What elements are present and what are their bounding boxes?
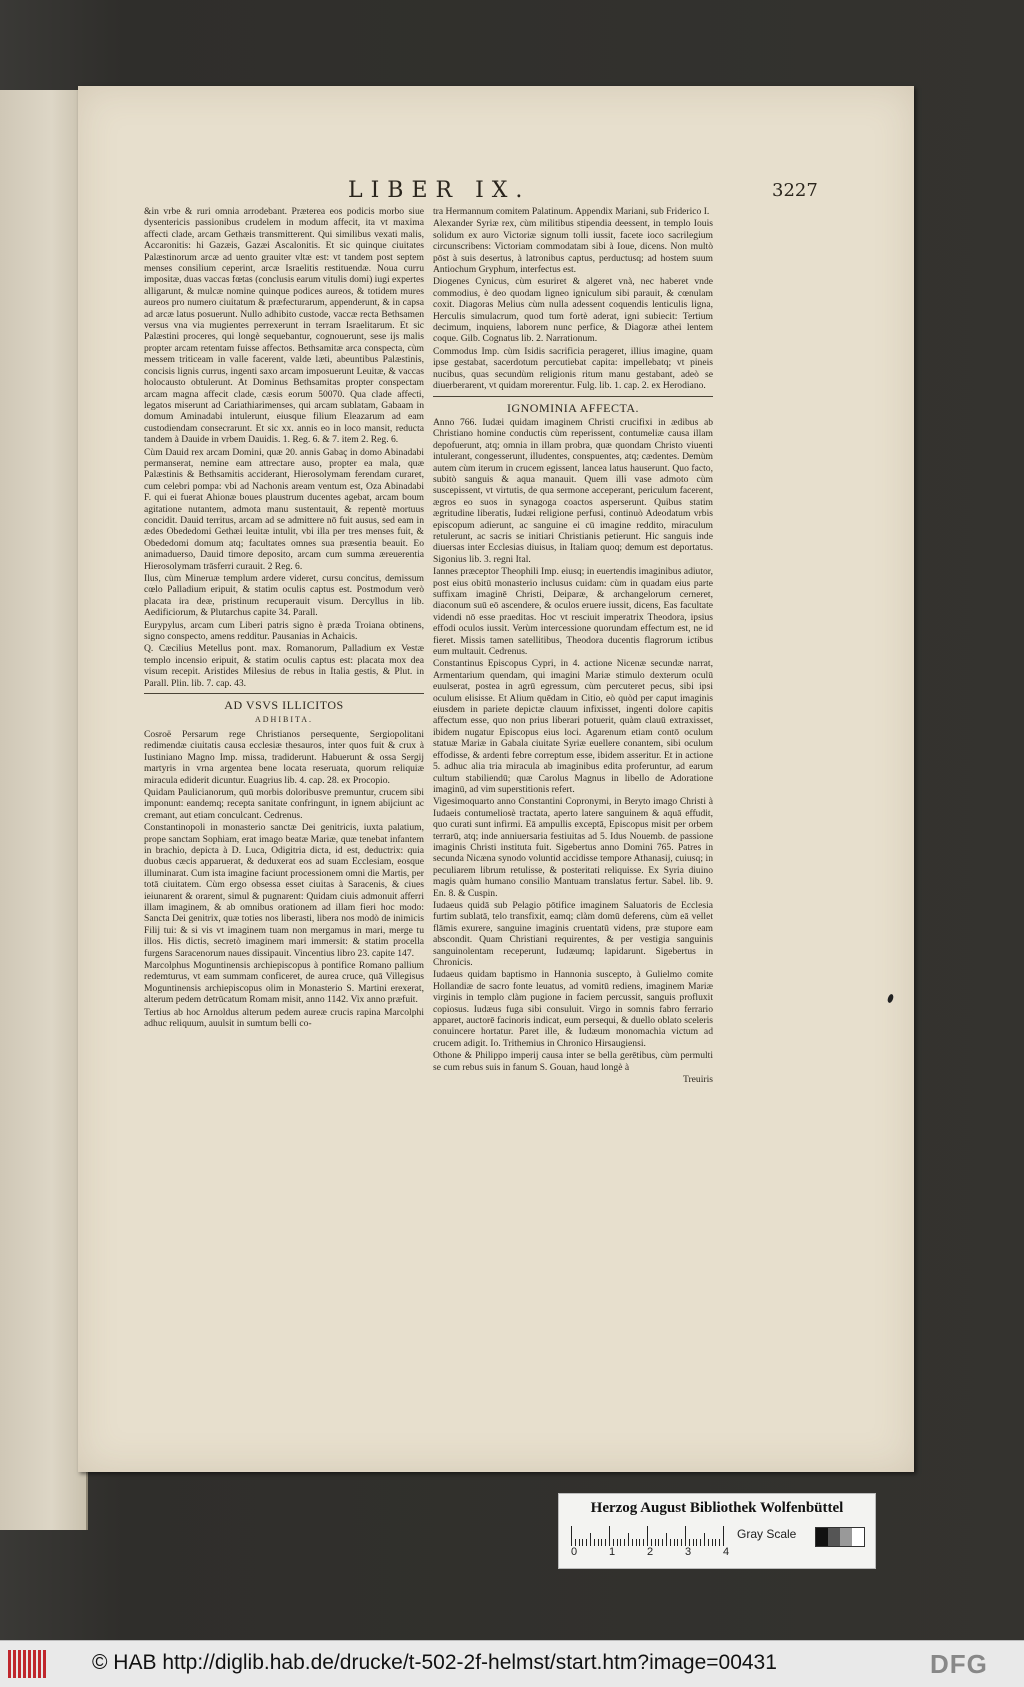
paragraph: Iudaeus quidā sub Pelagio pōtifice imaginem Saluatoris de Ecclesia furtim sublatā, telo transfixit, eamq; clàm domū deferens, cùm eā vellet flāmis exurere, sanguine imaginis cruentatū videns, præ stupore eam abscondit. Quam Christiani requirentes, & per vestigia sanguinis sanguinolentam receperunt, Iudæumq; lapidarunt. Sigebertus in Chronicis. (433, 899, 713, 968)
paragraph: Ilus, cùm Mineruæ templum ardere videret, cursu concitus, demissum cœlo Palladium eripuit, & statim oculis captus est. Postmodum verò placata ira deæ, pristinum recuperauit visum. Dercyllus in lib. Aedificiorum, & Plutarchus capite 34. Parall. (144, 573, 424, 619)
paragraph: &in vrbe & ruri omnia arrodebant. Præterea eos podicis morbo siue dysentericis passionibus crudelem in modum affecit, ita vt maxima affecti clade, arcam Gethæis transmitterent. Qui similibus vexati malis, Accaronitis: hi Gazæis, Gazæi Ascalonitis. Et sic quinque ciuitates Palæstinorum arcæ ad uento grauiter vltæ est: vt tandem post septem menses consilium ceperint, arcæ Israelitis restituendæ. Noua curru impositæ, duas vaccas fœtas (conclusis earum vitulis domi) iugi expertes alligarunt, & mulcæ nomine quinque podices aureos, & totidem mures aureos pro numero ciuitatum & præfecturarum, appenderunt, & in capsa ad arcæ latus posuerunt. Nullo adhibito custode, vaccæ recta Bethsamen versus vna via mugientes perrexerunt in terram Israelitarum. Et sic Palæstini proceres, qui longè sequebantur, cognouerunt, sese ijs malis propter arcam retentam fuisse affectos. Bethsamitæ arca conspecta, cùm messem triticeam in valle facerent, valde læti, abeuntibus Palæstinis, concisis lignis currus, ingenti saxo arcam imposuerunt Leuitæ, & vaccas holocausto obtulerunt. At Dominus Bethsamitas propter conspectam arcam magna affecit clade, cæsis eorum 50070. Qua clade affecti, legatos miserunt ad Cariathiarimenses, qui arcam sublatam, Gabaam in domum Aminadabi intulerunt, eiusque filium Eleazarum ad eam custodiendam consecrarunt. Et sic xx. annis eo in loco mansit, reducta tandem à Dauide in vrbem Dauidis. 1. Reg. 6. & 7. item 2. Reg. 6. (144, 206, 424, 446)
paragraph: tra Hermannum comitem Palatinum. Appendix Mariani, sub Friderico I. (433, 206, 710, 217)
hab-logo-icon (8, 1650, 48, 1678)
gray-step (816, 1528, 828, 1546)
ruler-tick (571, 1526, 572, 1546)
section-subheading: ADHIBITA. (254, 715, 314, 725)
ruler-tick (628, 1533, 629, 1546)
ruler-tick (651, 1539, 652, 1546)
ruler-number: 3 (685, 1546, 692, 1558)
footer-bar (0, 1640, 1024, 1687)
right-column (433, 206, 713, 1086)
ruler-tick (681, 1539, 682, 1546)
ruler-tick (685, 1526, 686, 1546)
paragraph: Commodus Imp. cùm Isidis sacrificia perageret, illius imagine, quam ipse gestabat, sacerdotum percutiebat capita: impellebatq; vt pineis nucibus, quas secundùm religionis ritum manu gestabant, adeò se diuerberarent, vt quidam morerentur. Fulg. lib. 1. cap. 2. ex Herodiano. (433, 345, 713, 392)
ruler-number: 4 (723, 1546, 730, 1558)
paragraph: Iannes præceptor Theophili Imp. eiusq; in euertendis imaginibus adiutor, post eius obitū monasterio inclusus cuidam: cùm in quadam eius parte suffixam imaginē Christi, Deiparæ, & archangelorum cerneret, diaconum suū eō ascendere, & oculos eruere iussit, dicens, Eas facultate videndi nō esse praeditas. Hoc vt resciuit imperatrix Theodora, ipsius effodi oculos iussit. Verùm intercessione quorundam effectum est, ne id fieret. Missis tamen satellitibus, Theodora ducentis flagrorum ictibus eum multauit. Cedrenus. (433, 566, 713, 658)
ruler-tick (666, 1533, 667, 1546)
ruler-tick (704, 1533, 705, 1546)
page-number: 3227 (772, 180, 818, 201)
paragraph: Eurypylus, arcam cum Liberi patris signo è præda Troiana obtinens, signo conspecto, amens redditur. Pausanias in Achaicis. (144, 619, 424, 643)
gray-scale-label: Gray Scale (737, 1527, 797, 1541)
ruler-tick (586, 1539, 587, 1546)
paragraph: Othone & Philippo imperij causa inter se bella gerētibus, cùm permulti se cum rebus suis in fanum S. Gouan, haud longè à (433, 1050, 713, 1073)
paragraph: Marcolphus Moguntinensis archiepiscopus à pontifice Romano pallium redemturus, vt eam summam conficeret, de aurea cruce, quā Villegisus Moguntinensis archiepiscopus olim in Monasterio S. Martini erexerat, alterum pedem detrūcatum Romam misit, anno 1142. Vix anno præfuit. (144, 960, 424, 1006)
ruler-tick (590, 1533, 591, 1546)
paragraph: Quidam Paulicianorum, quū morbis doloribusve premuntur, crucem sibi imponunt: eandemq; recepta sanitate confringunt, in ignem abijciunt ac cremant, aut etiam conculcant. Cedrenus. (144, 786, 424, 821)
ruler-number: 0 (571, 1546, 578, 1558)
ruler-tick (708, 1539, 709, 1546)
ruler-tick (643, 1539, 644, 1546)
ruler-scale (571, 1524, 731, 1546)
ruler-tick (613, 1539, 614, 1546)
ruler-tick (715, 1539, 716, 1546)
ruler-tick (617, 1539, 618, 1546)
ruler-tick (594, 1539, 595, 1546)
dfg-logo: DFG (930, 1649, 988, 1679)
ruler-tick (647, 1526, 648, 1546)
calibration-card (558, 1493, 876, 1569)
ruler-tick (636, 1539, 637, 1546)
paragraph: Cosroë Persarum rege Christianos persequente, Sergiopolitani redimendæ ciuitatis causa ecclesiæ thesauros, inter quos fuit & crux à Iustiniano Magno Imp. missa, tradiderunt. Habuerunt & ossa Sergij martyris in vrna argentea bene locata reseruata, quorum reliquiæ miracula ediderit dicuntur. Euagrius lib. 4. cap. 28. ex Procopio. (144, 728, 424, 786)
ruler-number: 1 (609, 1546, 616, 1558)
footer-url-link[interactable]: © HAB http://diglib.hab.de/drucke/t-502-2f-helmst/start.htm?image=00431 (92, 1651, 777, 1674)
ruler-tick (658, 1539, 659, 1546)
section-divider (433, 396, 713, 397)
ruler-tick (723, 1526, 724, 1546)
paragraph: Cùm Dauid rex arcam Domini, quæ 20. annis Gabaç in domo Abinadabi permanserat, nemine eam attrectare auso, propter ea mala, quæ Palæstinis & Bethsamitis acciderant, Hierosolymam ferendam curaret, cum celebri pompa: vbi ad Nachonis aream ventum est, Oza Abinadabi F. qui ei fuerat Ahionæ boues plaustrum ducentes agebat, arcam boum agitatione nutantem, admota manu sustentauit, & repentè mortuus concidit. Dauid territus, arcam ad se admittere nō fuit ausus, sed eam in ædes Obededomi Gethæi leuitæ intulit, vbi illa per tres menses fuit, & Obededomi domum atq; facultates omnes sua præsentia beauit. Eo animaduerso, Dauid timore deposito, arcam cum summa æreuerentia Hierosolymam trāsferri curauit. 2 Reg. 6. (144, 446, 424, 572)
ruler-tick (693, 1539, 694, 1546)
ruler-tick (655, 1539, 656, 1546)
paragraph: Constantinopoli in monasterio sanctæ Dei genitricis, iuxta palatium, prope sanctam Sophiam, erat imago beatæ Mariæ, quæ tenebat infantem in brachio, depicta à D. Luca, Odigitria dicta, id est, deductrix: quia duobus cæcis apparuerat, & deduxerat eos ad suam Ecclesiam, eosque illuminarat. Cum ista imagine faciunt processionem omni die Martis, per totā ciuitatem. Cùm ergo obsessa esset ciuitas à Saracenis, & ciues ieiunarent & orarent, simul & pugnarent: Quidam ciuis admonuit afferri illam imaginem, & ab omnibus orationem ad illam fieri hoc modo: Sancta Dei genitrix, quæ toties nos liberasti, libera nos modò de inimicis Filij tui: & si vis vt imaginem tuam non mergamus in mari, merge tu illos. His dictis, secretò imaginem mari immersit: & statim procella furgens Saracenorum naues dissipauit. Vincentius libro 23. capite 147. (144, 822, 424, 959)
paragraph: Anno 766. Iudæi quidam imaginem Christi crucifixi in ædibus ab Christiano homine conductis cùm reperissent, contumeliæ causa illam depofuerunt, atq; omnia in illam probra, quæ quondam Christo viuenti intulerant, congesserunt, illudentes, conspuentes, atq; cædentes. Demùm autem cùm iterum in crucem egissent, lancea latus hauserunt. Quo facto, subitò sanguis & aqua manauit. Quem illi vase admoto cùm suscepissent, vt virtutis, de qua sermone acceperant, periculum facerent, ægros eo suos in synagoga coactos asperserunt. Quibus statim ægritudine liberatis, Iudæi religione perfusi, continuò Adeodatum vrbis episcopum adierunt, ac sanguine ei cū imagine reddito, miraculum retulerunt, ac sacris se initiari Christianis petierunt. Hic sanguis inde diuersas inter Ecclesias diuisus, in Italiam quoq; demum est deportatus. Sigonius lib. 3. regni Ital. (433, 416, 713, 565)
gray-step (828, 1528, 840, 1546)
ruler-tick (670, 1539, 671, 1546)
paragraph: Tertius ab hoc Arnoldus alterum pedem aureæ crucis rapina Marcolphi adhuc reliquum, auulsit in sumtum belli co- (144, 1006, 424, 1030)
ruler-tick (598, 1539, 599, 1546)
ruler-tick (689, 1539, 690, 1546)
ruler-tick (712, 1539, 713, 1546)
ruler-tick (601, 1539, 602, 1546)
paragraph: Iudaeus quidam baptismo in Hannonia suscepto, à Gulielmo comite Hollandiæ de sacro fonte leuatus, ad vomitū rediens, imaginem Mariæ virginis in templo clàm pugione in faciem percussit, sanguis profluxit copiosus. Iudæus fuga sibi consuluit. Virgo in somnis fabro ferrario apparet, auctorē facinoris indicat, eum persequi, & duello oblato sceleris conuincere hortatur. Paret ille, & Iudæum monomachia victum ad crucem adigit. Io. Trithemius in Chronico Hirsaugiensi. (433, 969, 713, 1049)
catchword: Treuiris (682, 1074, 713, 1086)
ruler-tick (719, 1539, 720, 1546)
paragraph: Q. Cæcilius Metellus pont. max. Romanorum, Palladium ex Vestæ templo incensio eripuit, & statim oculis captus est: placata mox dea visum recepit. Aristides Milesius de rebus in Italia gestis, & Plut. in Parall. Plin. lib. 7. cap. 43. (144, 643, 424, 689)
left-column (144, 206, 424, 1030)
gray-step (840, 1528, 852, 1546)
gray-scale-swatch (815, 1527, 865, 1547)
ruler-tick (582, 1539, 583, 1546)
section-heading: AD VSVS ILLICITOS (224, 698, 344, 713)
book-page (78, 86, 914, 1472)
ruler-number: 2 (647, 1546, 654, 1558)
ruler-tick (677, 1539, 678, 1546)
previous-page-edge (0, 90, 88, 1530)
paragraph: Constantinus Episcopus Cypri, in 4. actione Nicenæ secundæ narrat, Armentarium quendam, qui imagini Mariæ stimulo dexterum oculū euulserat, postea in agrū egressum, cùm percuteret pecus, sibi ipsi oculum elisisse. Et Alium quēdam in Citio, eò quòd per caput imaginis eiusdem in pariete depictæ clauum infixisset, ingenti dolore capitis affectum esse, quo non prius liberari potuerit, quàm clauū extraxisset, ibidem nugatur Episcopus eius loci. Agarenum etiam contō oculum statuæ Mariæ in Gabala ciuitate Syriæ euellere conantem, sibi oculum effodisse, & ardenti febre correptum esse, ibidem asseritur. Et in actione 5. adhuc alia tria miracula ab imaginibus edita proferuntur, ad earum cultum stabiliendū; quæ Carolus Magnus in libello de Adoratione imaginū, ad vim superstitionis refert. (433, 658, 713, 795)
ruler-tick (624, 1539, 625, 1546)
paragraph: Diogenes Cynicus, cùm esuriret & algeret vnà, nec haberet vnde commodius, è deo quodam ligneo igniculum sibi parauit, & cœnulam coxit. Diagoras Melius cùm nulla adessent coquendis lenticulis ligna, Herculis simulacrum, quod tum fortè aderat, igni subiecit: Tertium decimum, inquiens, laborem nunc perfice, & Diagoræ athei lentem coque. Gilb. Cognatus lib. 2. Narrationum. (433, 276, 713, 345)
ruler-tick (639, 1539, 640, 1546)
ruler-tick (662, 1539, 663, 1546)
ruler-tick (579, 1539, 580, 1546)
page-header: LIBER IX. (348, 178, 531, 203)
section-divider (144, 693, 424, 694)
paragraph: Alexander Syriæ rex, cùm militibus stipendia deessent, in templo Iouis solidum ex auro Victoriæ signum tolli iussit, facete ioco sacrilegium circunscribens: Victoriam commodatam sibi à Ioue, dicens. Non multò pōst à suis desertus, à latronibus captus, perductusq; ad hostem suum Antiochum Gryphum, interfectus est. (433, 218, 713, 276)
ruler-tick (632, 1539, 633, 1546)
gray-step (852, 1528, 864, 1546)
ruler-tick (605, 1539, 606, 1546)
ruler-tick (609, 1526, 610, 1546)
card-title: Herzog August Bibliothek Wolfenbüttel (590, 1500, 844, 1516)
ruler-tick (696, 1539, 697, 1546)
ruler-tick (700, 1539, 701, 1546)
paragraph: Vigesimoquarto anno Constantini Copronymi, in Beryto imago Christi à Iudaeis contumeliosè tractata, aperto latere sanguinem & aquā effudit, quo curati sunt infirmi. Eā ampullis exceptā, Episcopus misit per orbem terrarū, atq; inde anniuersaria festiuitas ad 5. Idus Nouemb. de passione imaginis Christi instituta fuit. Sigebertus anno Domini 765. Patres in secunda Nicæna synodo voluntid accidisse tempore Athanasij, cuiusq; in peculiarem librum retulisse, & posteritati reliquisse. Ex Syria diuino magis quàm humano consilio Mantuam translatus fertur. Sabel. lib. 9. En. 8. & Cuspin. (433, 796, 713, 899)
ruler-tick (575, 1539, 576, 1546)
ruler-tick (620, 1539, 621, 1546)
ruler-tick (674, 1539, 675, 1546)
section-heading: IGNOMINIA AFFECTA. (506, 400, 640, 415)
